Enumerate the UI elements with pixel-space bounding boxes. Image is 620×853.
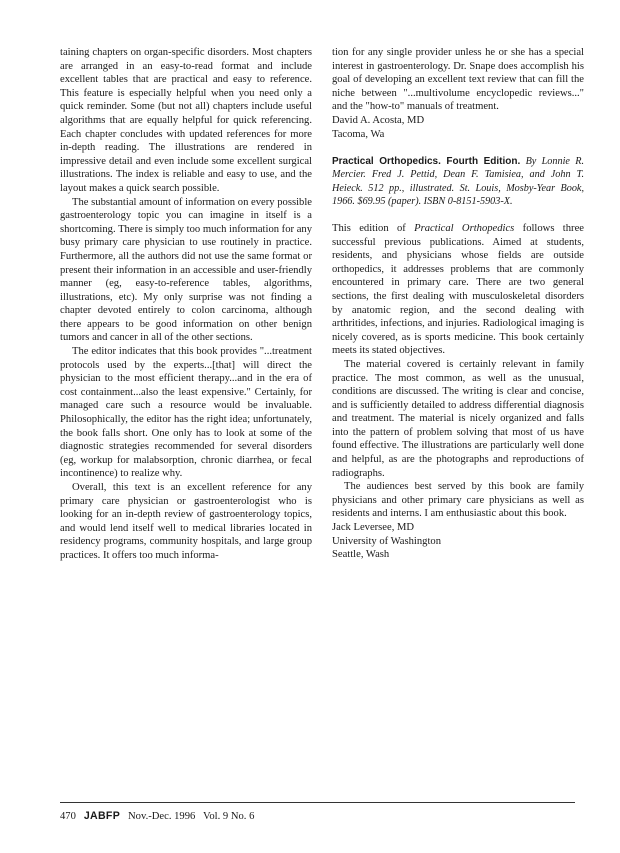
right-column: [332, 46, 584, 562]
reviewer-name: Jack Leversee, MD: [332, 522, 415, 534]
review-paragraph: The audiences best served by this book are family physicians and other primary care physicians as well as residents and interns. I am enthusiastic about this book.: [332, 481, 584, 520]
book-citation: By Lonnie R. Mercier. Fred J. Pettid, Dean F. Tamisiea, and John T. Heieck. 512 pp., illustrated. St. Louis, Mosby-Year Book, 1966. $69.95 (paper). ISBN 0-8151-5903-X.: [332, 156, 584, 207]
review-paragraph: The editor indicates that this book provides "...treatment protocols used by the experts...[that] will direct the physician to the most efficient therapy...and in the era of cost containment...also the least expensive." Certainly, for managed care such a resource would be invaluable. Philosophically, the editor has the right idea; unfortunately, the book falls short. One only has to look at some of the diagnostic strategies recommended for several disorders (eg, workup for malabsorption, chronic diarrhea, or fecal incontinence) to realize why.: [60, 346, 312, 480]
review-paragraph: The material covered is certainly relevant in family practice. The most common, as well as the unusual, conditions are discussed. The writing is clear and concise, and is sufficiently detailed to address differential diagnosis and treatment. The material is nicely organized and falls into the pattern of problem solving that most of us have found effective. The illustrations are particularly well done and helpful, as are the photographs and reproductions of radiographs.: [332, 358, 584, 479]
page-footer: [60, 810, 254, 822]
reviewer-name: David A. Acosta, MD: [332, 114, 425, 126]
text-run: follows three successful previous publications. Aimed at students, residents, and physicians whose fields are outside orthopedics, it addresses problems that are commonly encountered in primary care. There are two general sections, the first dealing with musculoskeletal disorders by anatomic region, and the second dealing with arthritides, infections, and injuries. Radiological imaging is nicely covered, as is sports medicine. This book certainly meets its stated objectives.: [332, 222, 584, 357]
book-review-heading: [332, 155, 584, 208]
review-paragraph: tion for any single provider unless he or she has a special interest in gastroenterology. Dr. Snape does accomplish his goal of developing an excellent text review that can fill the niche between "...multivolume encyclopedic reviews..." and the "how-to" manuals of treatment.: [332, 47, 584, 113]
reviewer-location: Seattle, Wash: [332, 549, 390, 561]
page-number: 470: [60, 811, 76, 822]
review-paragraph: The substantial amount of information on every possible gastroenterology topic you can imagine in itself is a shortcoming. There is simply too much information for any busy primary care physician to use routinely in practice. Furthermore, all the authors did not use the same format or present their information in an accessible and user-friendly manner (eg, easy-to-reference tables, algorithms, illustrations, etc). My only surprise was not finding a chapter devoted entirely to colon carcinoma, although there appears to be good information on other benign tumors and cancer in all of the other sections.: [60, 196, 312, 344]
book-title-italic: Practical Orthopedics: [414, 222, 515, 234]
journal-name: JABFP: [83, 810, 121, 822]
review-paragraph: [332, 222, 584, 358]
footer-rule: [60, 802, 575, 803]
review-paragraph: taining chapters on organ-specific disorders. Most chapters are arranged in an easy-to-read format and include excellent tables that are practical and easy to reference. This feature is especially helpful when you need only a quick reminder. Some (but not all) chapters include useful algorithms that are equally helpful for quick referencing. Each chapter concludes with updated references for more in-depth reading. The illustrations are rendered in impressive detail and even include some excellent surgical illustrations. The index is reliable and easy to use, and the layout makes a quick search possible.: [60, 47, 312, 194]
issue-info: Nov.-Dec. 1996 Vol. 9 No. 6: [128, 811, 255, 822]
reviewer-affiliation: University of Washington: [332, 535, 441, 547]
left-column: [60, 46, 312, 563]
reviewer-location: Tacoma, Wa: [332, 128, 385, 140]
review-paragraph: Overall, this text is an excellent reference for any primary care physician or gastroenterologist who is looking for an in-depth review of gastroenterology topics, and would lend itself well to medical libraries located in residency programs, community hospitals, and large group practices. It offers too much informa-: [60, 482, 312, 561]
book-title: Practical Orthopedics. Fourth Edition.: [332, 156, 521, 168]
text-run: This edition of: [332, 222, 415, 234]
